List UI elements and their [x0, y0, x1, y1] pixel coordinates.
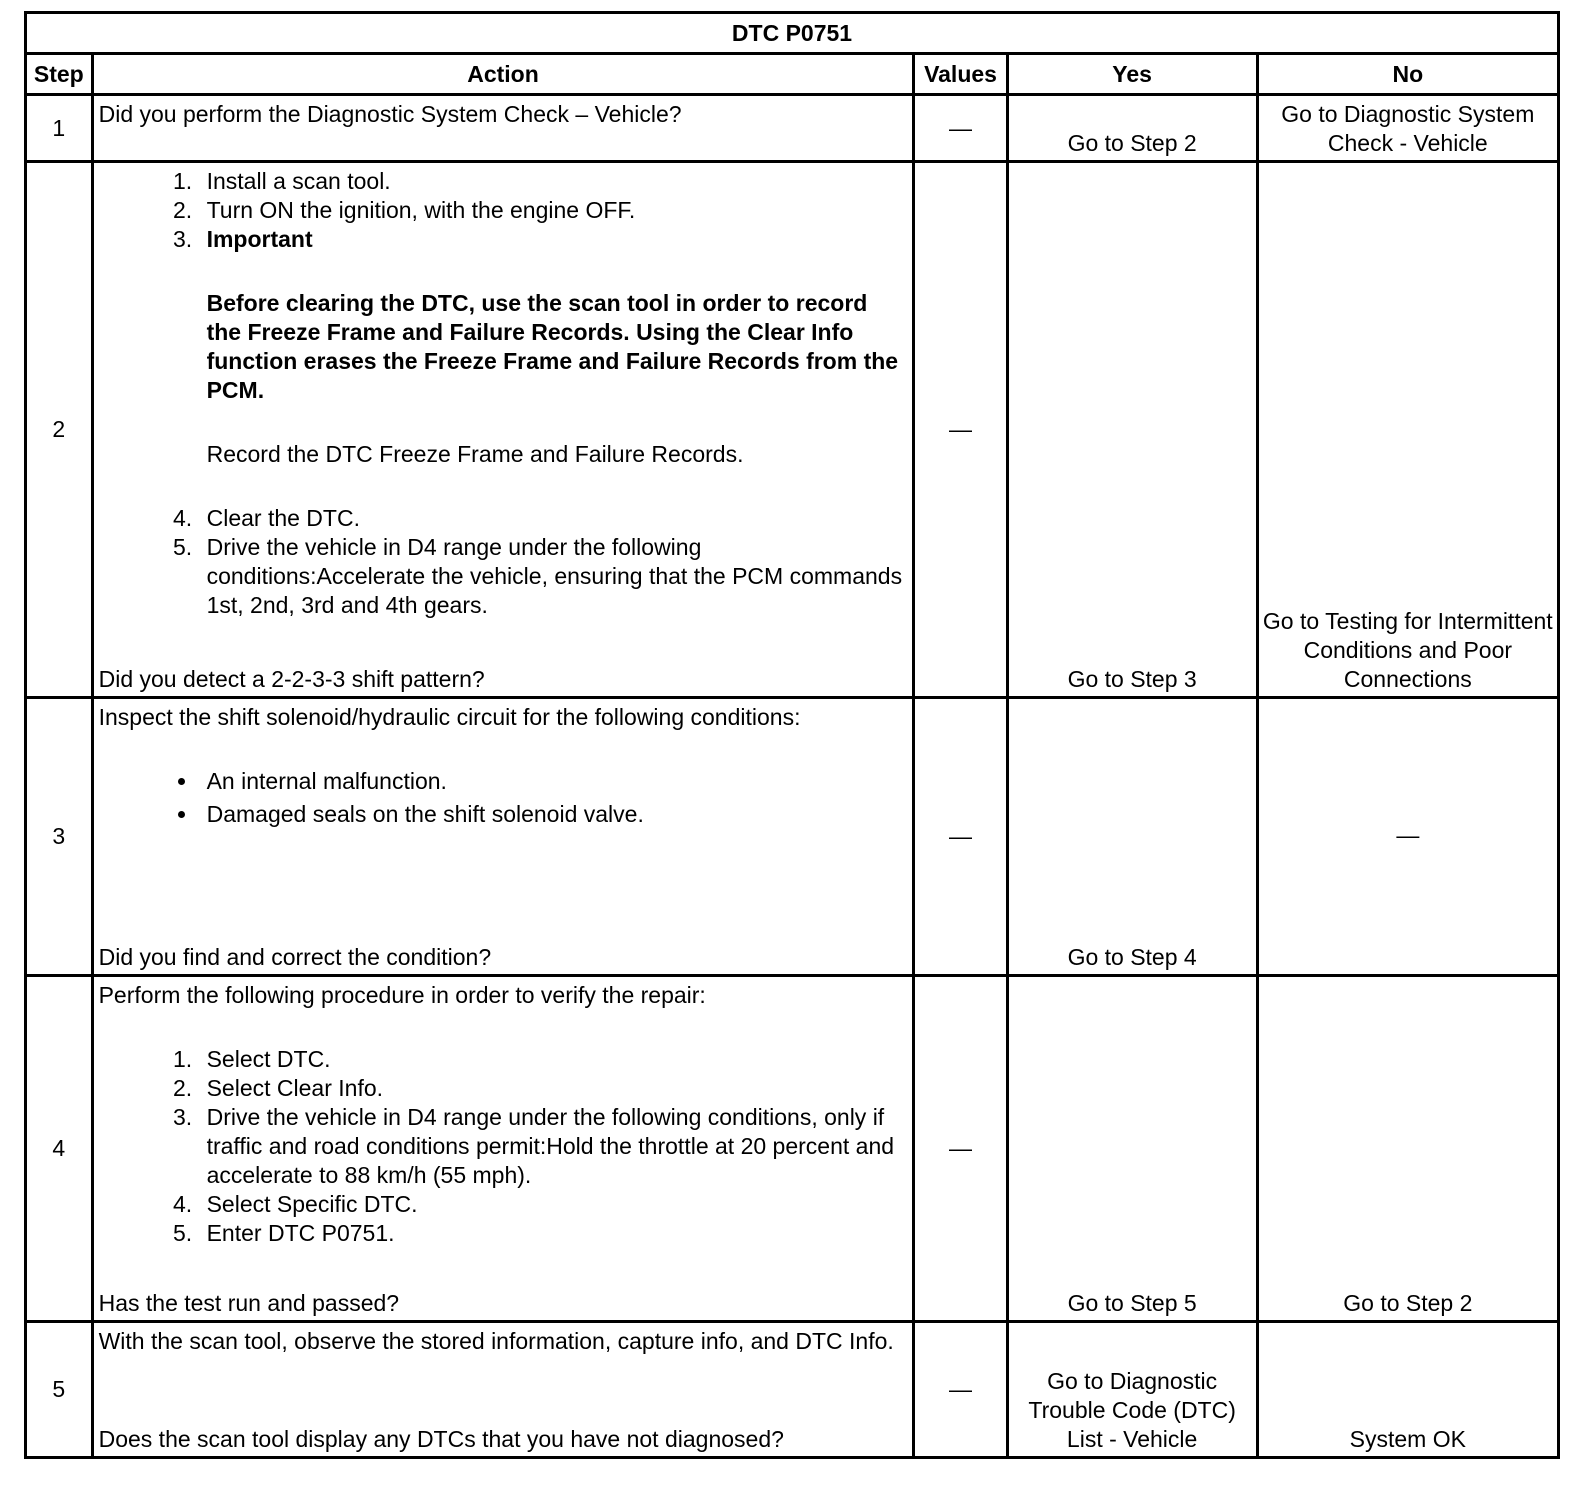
important-label: Important [206, 226, 313, 252]
header-yes: Yes [1007, 54, 1257, 95]
no-cell: Go to Step 2 [1257, 976, 1558, 1322]
values-cell: — [914, 162, 1007, 698]
action-question: Did you detect a 2-2-3-3 shift pattern? [98, 666, 485, 692]
yes-cell: Go to Diagnostic Trouble Code (DTC) List - Vehicle [1007, 1322, 1257, 1458]
step-number: 4 [26, 976, 93, 1322]
action-question: Has the test run and passed? [98, 1290, 400, 1316]
no-cell: Go to Diagnostic System Check - Vehicle [1257, 95, 1558, 162]
list-item: 4. Clear the DTC. [199, 504, 907, 533]
action-cell [92, 698, 914, 976]
step-number: 1 [26, 95, 93, 162]
action-steps-list [99, 1045, 907, 1248]
step-number: 5 [26, 1322, 93, 1458]
conditions-list [99, 767, 907, 829]
list-item: 3. Drive the vehicle in D4 range under the following conditions, only if traffic and road conditions permit:Hold the throttle at 20 percent and accelerate to 88 km/h (55 mph). [199, 1103, 907, 1190]
header-no: No [1257, 54, 1558, 95]
list-item: 5. Drive the vehicle in D4 range under the following conditions:Accelerate the vehicle, ensuring that the PCM commands 1st, 2nd, 3rd and 4th gears. [199, 533, 907, 620]
header-row [26, 54, 1559, 95]
action-cell [92, 162, 914, 698]
list-item: • Damaged seals on the shift solenoid valve. [199, 800, 907, 829]
important-note: Before clearing the DTC, use the scan tool in order to record the Freeze Frame and Failure Records. Using the Clear Info function erases the Freeze Frame and Failure Records from the PCM. [206, 290, 899, 403]
list-item: 5. Enter DTC P0751. [199, 1219, 907, 1248]
action-intro: Inspect the shift solenoid/hydraulic circuit for the following conditions: [98, 704, 801, 730]
table-row [26, 95, 1559, 162]
no-cell: Go to Testing for Intermittent Conditions and Poor Connections [1257, 162, 1558, 698]
table-row [26, 162, 1559, 698]
table-row [26, 976, 1559, 1322]
record-instruction: Record the DTC Freeze Frame and Failure Records. [206, 441, 744, 467]
action-question: Did you find and correct the condition? [98, 944, 492, 970]
values-cell: — [914, 698, 1007, 976]
action-cell [92, 95, 914, 162]
list-item: 2. Select Clear Info. [199, 1074, 907, 1103]
header-step: Step [26, 54, 93, 95]
list-item: 2. Turn ON the ignition, with the engine OFF. [199, 196, 907, 225]
step-number: 3 [26, 698, 93, 976]
list-item: 1. Select DTC. [199, 1045, 907, 1074]
table-title: DTC P0751 [26, 13, 1559, 54]
values-cell: — [914, 976, 1007, 1322]
step-number: 2 [26, 162, 93, 698]
yes-cell: Go to Step 4 [1007, 698, 1257, 976]
action-steps-list [99, 167, 907, 620]
yes-cell: Go to Step 3 [1007, 162, 1257, 698]
no-cell: — [1257, 698, 1558, 976]
list-item: 4. Select Specific DTC. [199, 1190, 907, 1219]
header-action: Action [92, 54, 914, 95]
list-item: • An internal malfunction. [199, 767, 907, 796]
table-row [26, 1322, 1559, 1458]
dtc-diagnostic-table [24, 11, 1560, 1459]
values-cell: — [914, 95, 1007, 162]
list-item: 1. Install a scan tool. [199, 167, 907, 196]
yes-cell: Go to Step 2 [1007, 95, 1257, 162]
header-values: Values [914, 54, 1007, 95]
action-question: Did you perform the Diagnostic System Check – Vehicle? [98, 101, 682, 127]
action-cell [92, 1322, 914, 1458]
values-cell: — [914, 1322, 1007, 1458]
action-intro: Perform the following procedure in order to verify the repair: [98, 982, 706, 1008]
action-intro: With the scan tool, observe the stored information, capture info, and DTC Info. [98, 1328, 894, 1354]
no-cell: System OK [1257, 1322, 1558, 1458]
list-item [199, 225, 907, 504]
yes-cell: Go to Step 5 [1007, 976, 1257, 1322]
action-cell [92, 976, 914, 1322]
table-row [26, 698, 1559, 976]
action-question: Does the scan tool display any DTCs that you have not diagnosed? [98, 1426, 784, 1452]
